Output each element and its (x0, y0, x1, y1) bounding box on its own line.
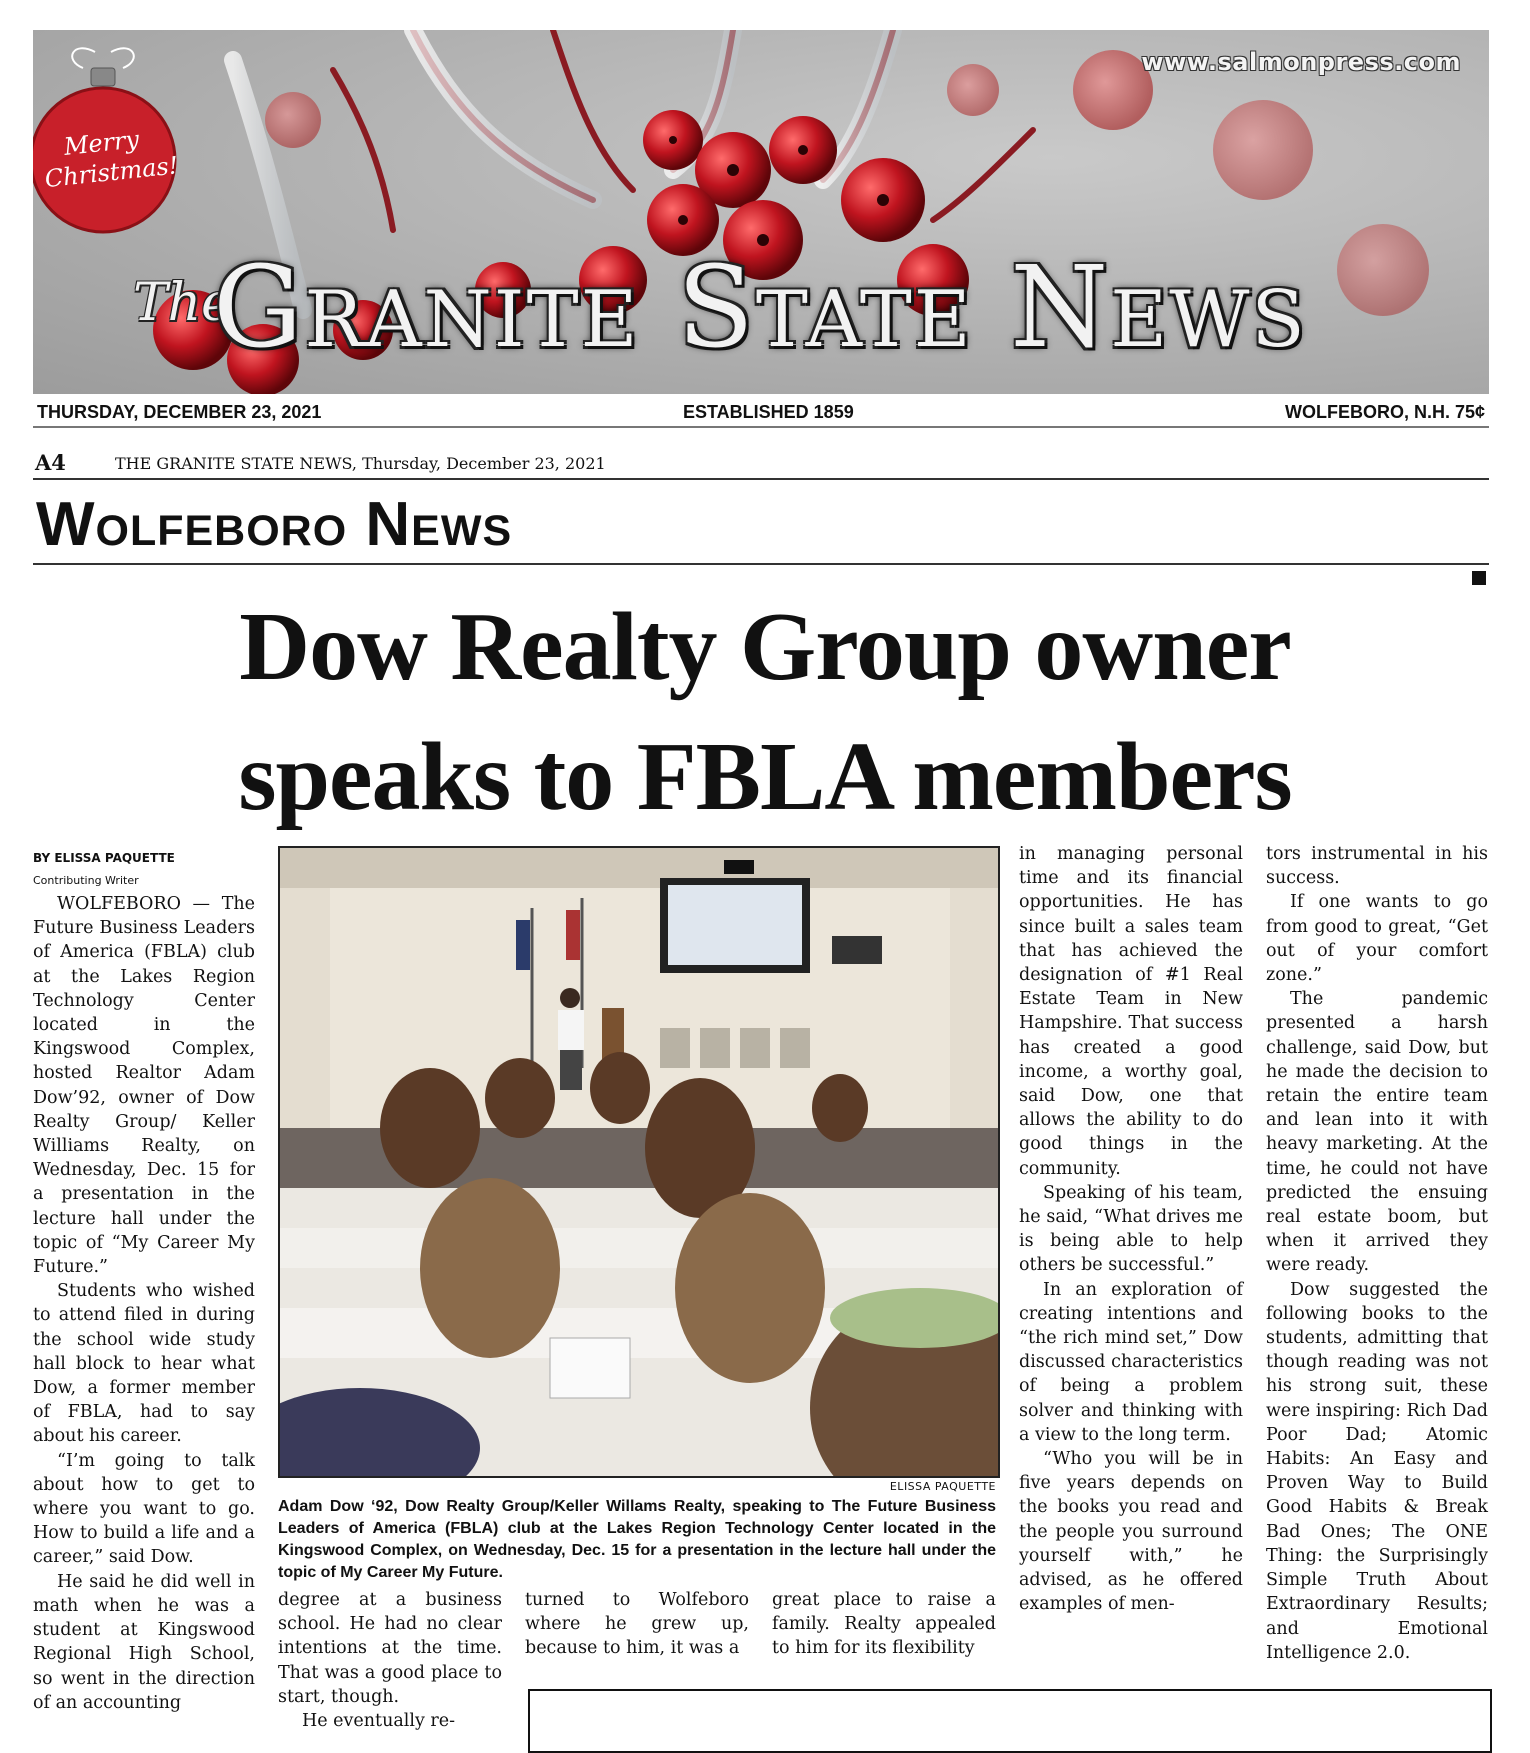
photo-credit: ELISSA PAQUETTE (889, 1480, 996, 1493)
nameplate-the: The (133, 273, 232, 333)
lecture-hall-photo (278, 846, 1000, 1478)
section-square-marker (1472, 571, 1486, 585)
photo-illustration (280, 848, 998, 1476)
paragraph: in managing personal time and its financial opportunities. He has since built a sales team that has achieved the designation of #1 Real Estate Team in New Hampshire. That success has created a good income, a worthy goal, said Dow, one that allows the ability to do good things in the community. (1019, 844, 1243, 1179)
paragraph: “Who you will be in five years depends on the books you read and the people you surround yourself with,” he advised, as he offered examples of men- (1019, 1449, 1243, 1615)
article-column-2 (278, 1588, 502, 1733)
paragraph: turned to Wolfeboro where he grew up, because to him, it was a (525, 1590, 749, 1659)
byline-role: Contributing Writer (33, 874, 139, 887)
article-column-5 (1019, 842, 1243, 1617)
article-column-1 (33, 892, 255, 1715)
photo-caption: Adam Dow ‘92, Dow Realty Group/Keller Willams Realty, speaking to The Future Business Leaders of America (FBLA) club at the Lakes Region Technology Center located in the Kingswood Complex, on Wednesday, Dec. 15 for a presentation in the lecture hall under the topic of My Career My Future. (278, 1498, 996, 1581)
paragraph: In an exploration of creating intentions and “the rich mind set,” Dow discussed characteristics of being a problem solver and thinking with a view to the long term. (1019, 1279, 1243, 1445)
ornament-line-1: Merry (62, 125, 141, 161)
page-number: A4 (35, 450, 66, 475)
paragraph: Students who wished to attend filed in during the school wide study hall block to hear what Dow, a former member of FBLA, had to say about his career. (33, 1281, 255, 1447)
newspaper-nameplate (93, 235, 1473, 385)
paragraph: If one wants to go from good to great, “Get out of your comfort zone.” (1266, 892, 1488, 986)
article-column-4 (772, 1588, 996, 1661)
issue-date: THURSDAY, DECEMBER 23, 2021 (37, 402, 322, 422)
article-headline (200, 582, 1330, 842)
paragraph: Speaking of his team, he said, “What drives me is being able to help others be successful.” (1019, 1182, 1243, 1276)
paragraph: He eventually re- (302, 1711, 456, 1732)
paragraph: Dow suggested the following books to the students, admitting that though reading was not his strong suit, these were inspiring: Rich Dad Poor Dad; Atomic Habits: An Easy and Proven Way to Build Good Habits & Break Bad Ones; The ONE Thing: the Surprisingly Simple Truth About Extraordinary Results; and Emotional Intelligence 2.0. (1266, 1279, 1488, 1663)
christmas-ornament (33, 40, 183, 240)
advertisement-box (528, 1689, 1492, 1753)
location-price: WOLFEBORO, N.H. 75¢ (1284, 402, 1485, 422)
paragraph: great place to raise a family. Realty appealed to him for its flexibility (772, 1590, 996, 1659)
byline: BY ELISSA PAQUETTE (33, 851, 175, 865)
headline-line-1: Dow Realty Group owner (239, 593, 1291, 701)
masthead-banner (33, 30, 1489, 394)
section-title: Wolfeboro News (36, 490, 513, 559)
page-folio (33, 450, 1489, 480)
paragraph: WOLFEBORO — The Future Business Leaders of America (FBLA) club at the Lakes Region Technology Center located in the Kingswood Complex, hosted Realtor Adam Dow’92, owner of Dow Realty Group/ Keller Williams Realty, on Wednesday, Dec. 15 for a presentation in the lecture hall under the topic of “My Career My Future.” (33, 894, 255, 1278)
nameplate-title: Granite State News (213, 243, 1307, 373)
established-year: ESTABLISHED 1859 (683, 402, 854, 422)
ornament-line-2: Christmas! (43, 151, 180, 194)
article-column-3 (525, 1588, 749, 1661)
paragraph: “I’m going to talk about how to get to where you want to go. How to build a life and a career,” said Dow. (33, 1450, 255, 1568)
headline-line-2: speaks to FBLA members (238, 723, 1292, 831)
paragraph: He said he did well in math when he was a student at Kingswood Regional High School, so went in the direction of an accounting (33, 1571, 255, 1713)
paragraph: degree at a business school. He had no clear intentions at the time. That was a good place to start, though. (278, 1590, 502, 1707)
site-url[interactable]: www.salmonpress.com (1141, 48, 1461, 76)
dateline-bar (33, 400, 1489, 428)
paragraph: tors instrumental in his success. (1266, 844, 1488, 889)
folio-info: THE GRANITE STATE NEWS, Thursday, December 23, 2021 (115, 454, 606, 473)
section-rule (33, 563, 1489, 565)
paragraph: The pandemic presented a harsh challenge, said Dow, but he made the decision to retain the entire team and lean into it with heavy marketing. At the time, he could not have predicted the ensuing real estate boom, but when it arrived they were ready. (1266, 989, 1488, 1276)
article-column-6 (1266, 842, 1488, 1665)
